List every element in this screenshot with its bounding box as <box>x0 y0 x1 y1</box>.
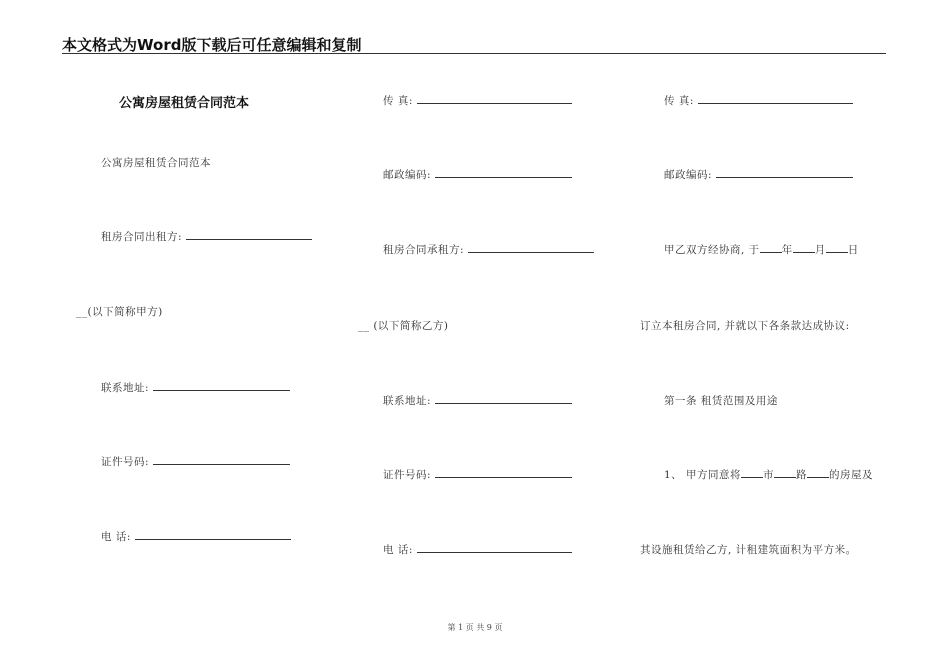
clause-1-prefix: 1、 甲方同意将 <box>664 469 742 481</box>
lessor-id-row <box>101 454 290 469</box>
lessee-row <box>383 242 594 257</box>
lessor-id-label: 证件号码: <box>101 456 150 468</box>
lessor-fax-label: 传 真: <box>383 95 413 107</box>
month-label: 月 <box>814 244 826 256</box>
document-title: 公寓房屋租赁合同范本 <box>119 96 250 111</box>
clause-1-suffix: 的房屋及 <box>829 469 874 481</box>
lessor-address-field[interactable] <box>153 389 290 391</box>
lessor-label: 租房合同出租方: <box>101 231 183 243</box>
agreement-line-2: 订立本租房合同, 并就以下各条款达成协议: <box>640 320 850 332</box>
lessee-phone-row <box>383 542 572 557</box>
lessee-postal-label: 邮政编码: <box>664 169 713 181</box>
month-blank[interactable] <box>793 252 815 253</box>
lessee-address-row <box>383 393 572 408</box>
agreement-date-line <box>664 242 859 257</box>
header-divider <box>62 53 886 54</box>
lessee-note: __ (以下简称乙方) <box>358 320 449 332</box>
road-label: 路 <box>796 469 808 481</box>
lessor-field[interactable] <box>186 238 312 240</box>
day-label: 日 <box>847 244 859 256</box>
city-blank[interactable] <box>741 477 763 478</box>
lessor-phone-label: 电 话: <box>101 531 131 543</box>
lessee-fax-field[interactable] <box>698 102 853 104</box>
subtitle-text: 公寓房屋租赁合同范本 <box>101 157 211 169</box>
document-header: 本文格式为Word版下载后可任意编辑和复制 <box>62 36 362 54</box>
lessee-address-field[interactable] <box>435 402 572 404</box>
lessor-postal-field[interactable] <box>435 176 572 178</box>
lessor-fax-field[interactable] <box>417 102 572 104</box>
lessee-id-label: 证件号码: <box>383 469 432 481</box>
article-1-title: 第一条 租赁范围及用途 <box>664 395 778 407</box>
lessor-phone-field[interactable] <box>135 538 291 540</box>
lessee-label: 租房合同承租方: <box>383 244 465 256</box>
road-blank-2[interactable] <box>807 477 829 478</box>
lessor-postal-row <box>383 167 572 182</box>
lessee-phone-label: 电 话: <box>383 544 413 556</box>
lessee-field[interactable] <box>468 251 594 253</box>
page-number: 第 1 页 共 9 页 <box>447 623 503 632</box>
clause-1-line-1 <box>664 467 873 482</box>
lessee-id-row <box>383 467 572 482</box>
lessee-id-field[interactable] <box>435 476 572 478</box>
lessor-phone-row <box>101 529 291 544</box>
lessee-fax-row <box>664 93 853 108</box>
city-label: 市 <box>763 469 775 481</box>
lessor-row <box>101 229 312 244</box>
lessee-address-label: 联系地址: <box>383 395 432 407</box>
lessor-address-row <box>101 380 290 395</box>
day-blank[interactable] <box>826 252 848 253</box>
lessor-address-label: 联系地址: <box>101 382 150 394</box>
road-blank-1[interactable] <box>774 477 796 478</box>
year-blank[interactable] <box>760 252 782 253</box>
lessor-fax-row <box>383 93 572 108</box>
year-label: 年 <box>781 244 793 256</box>
lessor-note: __(以下简称甲方) <box>76 306 163 318</box>
lessor-id-field[interactable] <box>153 463 290 465</box>
clause-1-line-2: 其设施租赁给乙方, 计租建筑面积为平方米。 <box>640 544 857 556</box>
lessor-postal-label: 邮政编码: <box>383 169 432 181</box>
agreement-prefix: 甲乙双方经协商, 于 <box>664 244 760 256</box>
lessee-phone-field[interactable] <box>417 551 572 553</box>
lessee-postal-field[interactable] <box>716 176 853 178</box>
lessee-fax-label: 传 真: <box>664 95 694 107</box>
lessee-postal-row <box>664 167 853 182</box>
